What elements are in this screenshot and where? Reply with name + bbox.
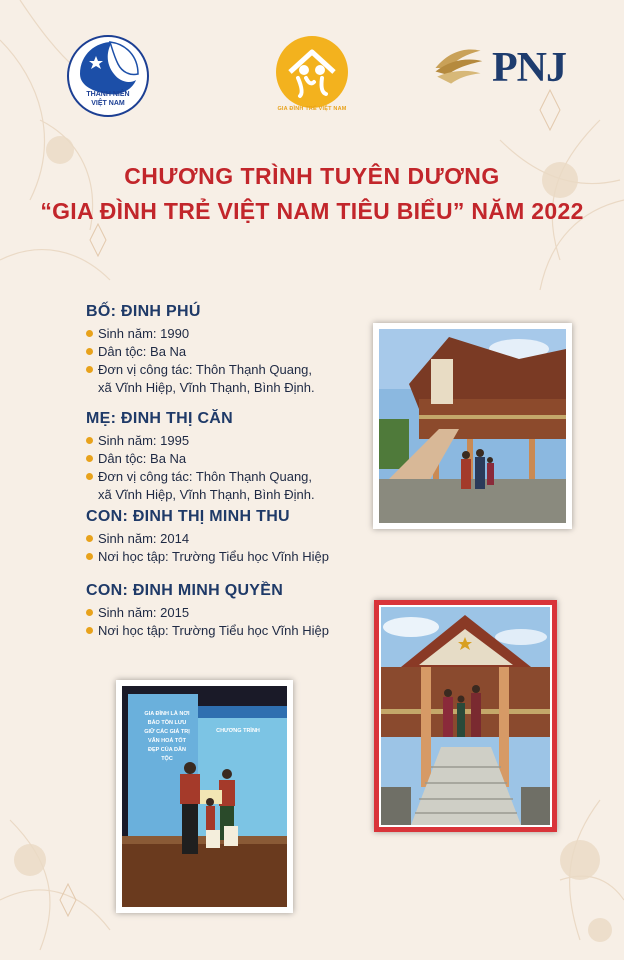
bullet-icon	[86, 455, 93, 462]
bullet-icon	[86, 366, 93, 373]
section-heading: BỐ: ĐINH PHÚ	[86, 303, 201, 320]
photo-communal-house	[374, 600, 557, 832]
logo-text-line2: VIỆT NAM	[91, 100, 125, 107]
list-item-continuation	[86, 486, 315, 504]
item-text: Đơn vị công tác: Thôn Thạnh Quang,	[98, 362, 313, 377]
list-item-continuation	[86, 379, 315, 397]
stage-banner-text: CHƯƠNG TRÌNH	[216, 728, 260, 734]
bullet-icon	[86, 330, 93, 337]
photo-communal-house-image	[381, 607, 550, 825]
item-text: Sinh năm: 2015	[98, 605, 190, 620]
stage-sign-text: GIA ĐÌNH LÀ NƠI BẢO TỒN LƯU GIỮ CÁC GIÁ TRỊ VĂN HOÁ TỐT ĐẸP CỦA DÂN TỘC	[144, 711, 190, 762]
list-item	[86, 343, 315, 361]
item-text: Dân tộc: Ba Na	[98, 344, 187, 359]
bullet-icon	[86, 535, 93, 542]
list-item	[86, 622, 329, 640]
item-text: Sinh năm: 1990	[98, 326, 190, 341]
item-text: Nơi học tập: Trường Tiểu học Vĩnh Hiệp	[98, 623, 329, 638]
section-father	[86, 303, 315, 397]
photo-stilt-house	[373, 323, 572, 529]
section-heading: CON: ĐINH THỊ MINH THU	[86, 508, 290, 525]
page-title-line2: “GIA ĐÌNH TRẺ VIỆT NAM TIÊU BIỂU” NĂM 2022	[40, 198, 584, 224]
item-text: xã Vĩnh Hiệp, Vĩnh Thạnh, Bình Định.	[98, 380, 315, 395]
list-item	[86, 325, 315, 343]
page-title-line1: CHƯƠNG TRÌNH TUYÊN DƯƠNG	[124, 163, 500, 189]
photo-stilt-house-image	[379, 329, 566, 523]
bullet-icon	[86, 609, 93, 616]
section-son	[86, 582, 329, 640]
bullet-icon	[86, 473, 93, 480]
photo-award-stage	[116, 680, 293, 913]
pnj-logo-mark	[428, 42, 488, 94]
item-text: xã Vĩnh Hiệp, Vĩnh Thạnh, Bình Định.	[98, 487, 315, 502]
item-text: Đơn vị công tác: Thôn Thạnh Quang,	[98, 469, 313, 484]
list-item	[86, 604, 329, 622]
section-heading: MẸ: ĐINH THỊ CĂN	[86, 410, 234, 427]
section-mother	[86, 410, 315, 504]
item-text: Sinh năm: 1995	[98, 433, 190, 448]
list-item	[86, 530, 329, 548]
item-text: Sinh năm: 2014	[98, 531, 190, 546]
bullet-icon	[86, 553, 93, 560]
bullet-icon	[86, 437, 93, 444]
section-heading: CON: ĐINH MINH QUYỀN	[86, 582, 284, 599]
logo-text-line1: THANH NIÊN	[86, 91, 130, 98]
list-item	[86, 432, 315, 450]
gia-dinh-logo-text: GIA ĐÌNH TRẺ VIỆT NAM	[277, 106, 347, 112]
item-text: Dân tộc: Ba Na	[98, 451, 187, 466]
thanh-nien-logo-text	[66, 90, 150, 108]
section-daughter	[86, 508, 329, 566]
bullet-icon	[86, 348, 93, 355]
list-item	[86, 468, 315, 486]
list-item	[86, 361, 315, 379]
list-item	[86, 450, 315, 468]
pnj-logo-text: PNJ	[492, 45, 566, 91]
list-item	[86, 548, 329, 566]
item-text: Nơi học tập: Trường Tiểu học Vĩnh Hiệp	[98, 549, 329, 564]
bullet-icon	[86, 627, 93, 634]
